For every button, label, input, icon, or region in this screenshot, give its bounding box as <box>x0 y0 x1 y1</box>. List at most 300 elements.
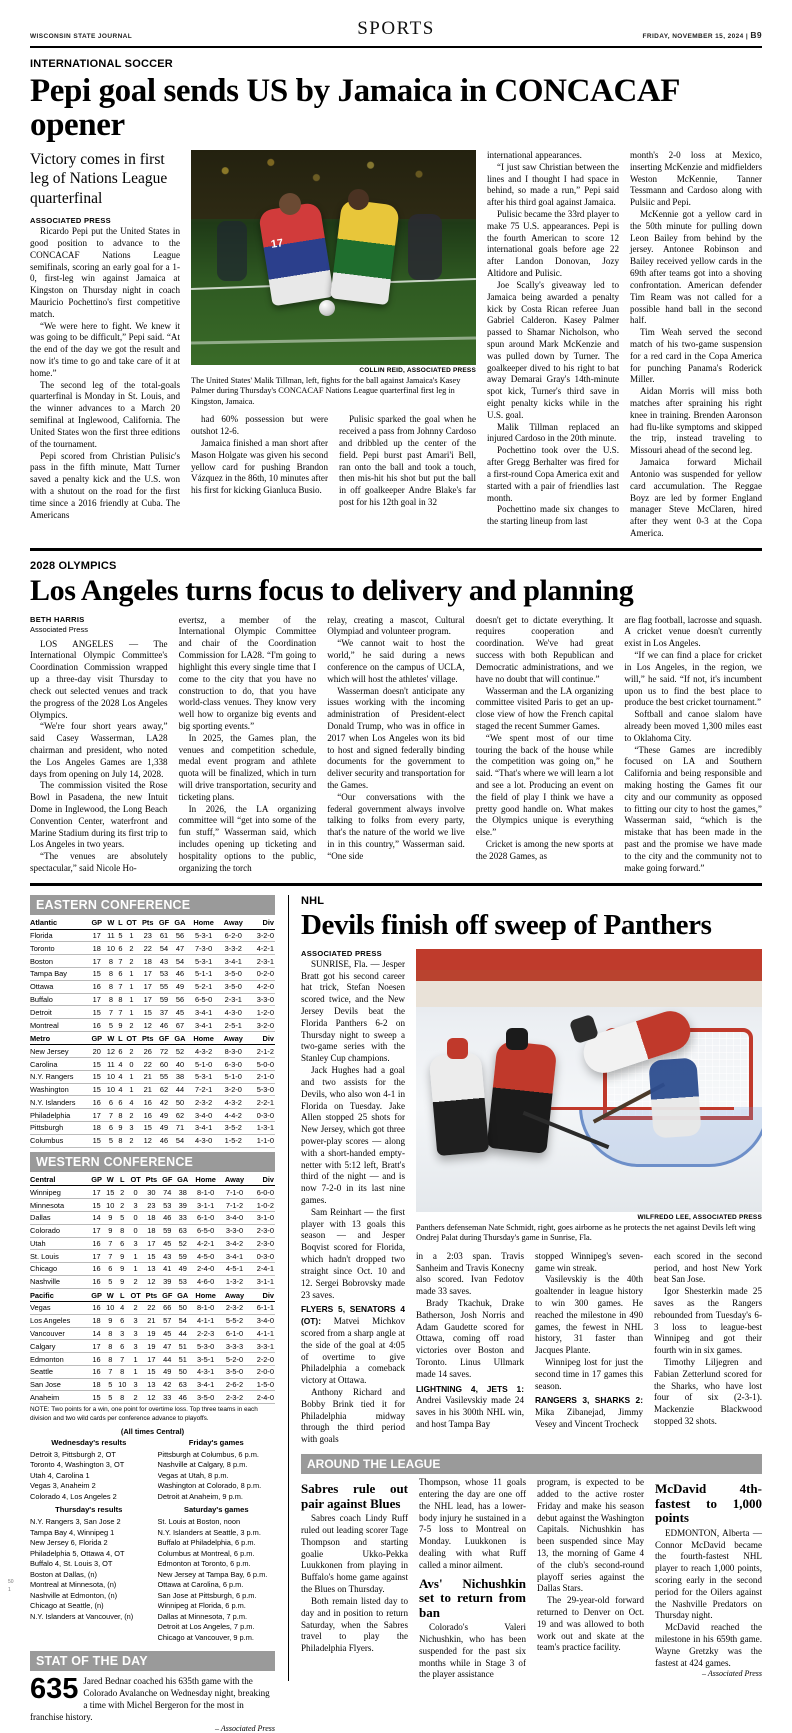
col-home: Home <box>188 1031 219 1044</box>
schedule-game: Nashville at Edmonton, (n) <box>30 1590 118 1600</box>
cell-div: 3-2-0 <box>248 929 275 942</box>
cell-l: 7 <box>118 1007 123 1017</box>
nhl-kicker: NHL <box>301 894 325 907</box>
paragraph: The 29-year-old forward returned to Denver on Oct. 19 and was allowed to both work out and skate at the team's practice facility. <box>537 1595 644 1653</box>
standings-note: NOTE: Two points for a win, one point for overtime loss. Top three teams in each division and two wild cards per conference advance to playoffs. <box>30 1406 258 1422</box>
cell-ga: 63 <box>175 1224 191 1237</box>
paragraph: The commission visited the Rose Bowl in Pasadena, the new Intuit Dome in Inglewood, the Long Beach Convention Center, waterfront and Marine Stadium during its first trip to Los Angeles in two years. <box>30 780 168 850</box>
table-row[interactable] <box>30 1096 275 1109</box>
cell-div: 2-3-1 <box>248 955 275 968</box>
cell-gp: 16 <box>89 1302 105 1315</box>
cell-gf: 49 <box>156 1109 171 1122</box>
lightning-jets-runin: LIGHTNING 4, JETS 1: <box>416 1383 524 1394</box>
paragraph: doesn't get to dictate everything. It requires cooperation and coordination. We've had great success with both Republican and Democratic administrations, and we have no doubt that will continue.” <box>475 614 614 684</box>
cell-w: 11 <box>105 1058 117 1071</box>
table-row[interactable] <box>30 942 275 955</box>
table-row[interactable] <box>30 1353 275 1366</box>
schedule-game: Columbus at Montreal, 6 p.m. <box>157 1548 255 1558</box>
team-name: Anaheim <box>30 1391 89 1404</box>
cell-pts: 12 <box>143 1275 160 1288</box>
paragraph: “We're four short years away,” said Casey Wasserman, LA28 chairman and president, who noted the Los Angeles Games are 1,338 days from opening on July 14, 2028. <box>30 721 168 779</box>
cell-pts: 17 <box>139 980 156 993</box>
cell-ga: 54 <box>172 1134 189 1147</box>
cell-l: 8 <box>116 1391 128 1404</box>
cell-gf: 37 <box>156 1006 171 1019</box>
table-head-atlantic <box>30 917 275 929</box>
cell-away: 2-3-2 <box>221 1302 249 1315</box>
cell-ga: 63 <box>175 1378 191 1391</box>
cell-pts: 22 <box>143 1302 160 1315</box>
cell-pts: 15 <box>139 1006 156 1019</box>
cell-ot: 1 <box>124 993 139 1006</box>
table-header-row <box>30 917 275 929</box>
table-row[interactable] <box>30 1019 275 1032</box>
cell-ot: 3 <box>128 1340 143 1353</box>
paragraph: had 60% possession but were outshot 12-6. <box>191 414 328 437</box>
cell-l: 6 <box>118 1097 123 1107</box>
cell-l: 6 <box>116 1340 128 1353</box>
cell-gp: 15 <box>89 1083 105 1096</box>
masthead-separator: | <box>745 33 749 40</box>
cell-div: 3-1-1 <box>248 1275 275 1288</box>
team-name: Dallas <box>30 1211 89 1224</box>
cell-gf: 54 <box>156 942 171 955</box>
paragraph: EDMONTON, Alberta — Connor McDavid became the fourth-fastest NHL player to reach 1,000 points, scoring early in the second period for the Oilers against the Nashville Predators on Thursday night. <box>655 1527 762 1621</box>
cell-div: 5-0-0 <box>248 1058 275 1071</box>
cell-ga: 50 <box>175 1365 191 1378</box>
table-row[interactable] <box>30 1263 275 1276</box>
rangers-sharks-runin: RANGERS 3, SHARKS 2: <box>535 1395 643 1406</box>
cell-div: 3-3-0 <box>248 993 275 1006</box>
team-name: Minnesota <box>30 1199 89 1212</box>
stat-text: Jared Bednar coached his 635th game with the Colorado Avalanche on Wednesday night, breaking a time with Michel Bergeron for the most in franchise history. <box>30 1676 270 1722</box>
cell-pts: 26 <box>139 1045 156 1058</box>
table-row[interactable] <box>30 1275 275 1288</box>
atl-col1 <box>301 1477 408 1681</box>
col-pts: Pts <box>143 1174 160 1186</box>
atl-subhead-sabres: Sabres rule out pair against Blues <box>301 1481 408 1511</box>
table-row[interactable] <box>30 1070 275 1083</box>
cell-w: 9 <box>104 1211 116 1224</box>
table-row[interactable] <box>30 1237 275 1250</box>
paragraph: Cricket is among the new sports at the 2028 Games, as <box>475 839 614 861</box>
cell-gf: 55 <box>156 980 171 993</box>
cell-w: 8 <box>105 955 117 968</box>
folio-line-1: 50 <box>8 1579 14 1585</box>
cell-pts: 19 <box>143 1340 160 1353</box>
cell-pts: 16 <box>139 1096 156 1109</box>
team-name: Seattle <box>30 1365 89 1378</box>
cell-gf: 44 <box>160 1353 175 1366</box>
schedule-game: Edmonton at Toronto, 6 p.m. <box>157 1559 251 1569</box>
standings-column <box>30 895 275 1733</box>
col-gf: GF <box>156 917 171 929</box>
paragraph <box>535 1395 643 1430</box>
cell-gp: 17 <box>89 955 105 968</box>
cell-away: 1-3-2 <box>221 1275 249 1288</box>
cell-pts: 22 <box>139 942 156 955</box>
col-w: W <box>104 1174 116 1186</box>
paragraph: McKennie got a yellow card in the 50th minute for pulling down Leon Bailey from behind by the jersey. Antonee Robinson and Bailey received yellow cards in the 69th after teams got into a shoving confrontation. American defender Tim Ream was not called for a possible hand ball in the second half. <box>630 209 762 326</box>
table-row[interactable] <box>30 1083 275 1096</box>
col-pts: Pts <box>139 1031 156 1044</box>
cell-ga: 71 <box>172 1122 189 1135</box>
cell-home: 4-3-1 <box>191 1365 221 1378</box>
cell-div: 6-1-1 <box>248 1302 275 1315</box>
cell-away: 3-5-0 <box>219 980 248 993</box>
olympics-col1 <box>30 639 168 875</box>
cell-ga: 39 <box>175 1199 191 1212</box>
paragraph: Sabres coach Lindy Ruff ruled out leading scorer Tage Thompson and starting goalie Ukko-Pekka Luukkonen from playing in Buffalo's home game against the Blues on Thursday. <box>301 1513 408 1595</box>
cell-ot: 1 <box>128 1263 143 1276</box>
cell-div: 0-3-0 <box>248 1109 275 1122</box>
cell-l: 8 <box>116 1224 128 1237</box>
table-row[interactable] <box>30 1365 275 1378</box>
cell-pts: 17 <box>139 968 156 981</box>
cell-w: 8 <box>104 1353 116 1366</box>
atl-columns <box>301 1477 762 1681</box>
table-row[interactable] <box>30 1302 275 1315</box>
cell-away: 3-3-2 <box>219 942 248 955</box>
olympics-byline: BETH HARRIS <box>30 614 85 624</box>
cell-l: 4 <box>116 1302 128 1315</box>
table-row[interactable] <box>30 1134 275 1147</box>
cell-home: 3-4-1 <box>188 1006 219 1019</box>
cell-ga: 67 <box>172 1019 189 1032</box>
team-name: Detroit <box>30 1006 89 1019</box>
cell-gp: 15 <box>89 1199 105 1212</box>
cell-ga: 51 <box>175 1340 191 1353</box>
cell-div: 2-0-0 <box>248 1365 275 1378</box>
cell-pts: 18 <box>143 1224 160 1237</box>
cell-l: 5 <box>118 931 123 941</box>
cell-gf: 45 <box>160 1327 175 1340</box>
cell-gf: 41 <box>160 1263 175 1276</box>
schedule-game: Toronto 4, Washington 3, OT <box>30 1460 125 1470</box>
paragraph: Ricardo Pepi put the United States in good position to advance to the CONCACAF Nations League semifinals, scoring an early goal for a 1-0, first-leg win against Jamaica at Kingston on Thursday night in coach Mauricio Pochettino's first competitive match. <box>30 226 180 319</box>
cell-home: 3-5-0 <box>191 1391 221 1404</box>
cell-gf: 61 <box>156 929 171 942</box>
page-number: B9 <box>750 30 762 40</box>
schedule-game: N.Y. Islanders at Seattle, 3 p.m. <box>157 1527 261 1537</box>
paragraph: evertsz, a member of the International Olympic Committee and chair of the Coordination Commission for LA28. “I'm going to highlight this every single time that I come to the city that you have no construction to do, that you have world-class venues. They know very well how to organize big events and big sporting events.” <box>178 614 317 731</box>
cell-away: 1-5-2 <box>219 1134 248 1147</box>
cell-ga: 49 <box>172 980 189 993</box>
cell-away: 3-5-2 <box>219 1122 248 1135</box>
cell-gp: 17 <box>89 1340 105 1353</box>
atl-col3 <box>537 1477 644 1681</box>
cell-ot: 1 <box>128 1250 143 1263</box>
soccer-deck: Victory comes in first leg of Nations League quarterfinal <box>30 150 168 207</box>
cell-gp: 17 <box>89 929 105 942</box>
schedule-game: Chicago at Vancouver, 9 p.m. <box>157 1632 254 1642</box>
paragraph: each scored in the second period, and host New York beat San Jose. <box>654 1250 762 1285</box>
cell-gp: 20 <box>89 1045 105 1058</box>
paragraph: McDavid reached the milestone in his 659th game. Wayne Gretzky was the fastest at 424 games. <box>655 1622 762 1668</box>
cell-w: 7 <box>104 1365 116 1378</box>
cell-ga: 59 <box>175 1250 191 1263</box>
cell-ot: 0 <box>124 1058 139 1071</box>
paragraph: international appearances. <box>487 149 582 160</box>
cell-ga: 56 <box>172 929 189 942</box>
cell-ot: 0 <box>128 1211 143 1224</box>
table-row[interactable] <box>30 980 275 993</box>
cell-ga: 52 <box>175 1237 191 1250</box>
cell-ga: 47 <box>172 942 189 955</box>
cell-div: 2-2-0 <box>248 1353 275 1366</box>
schedule-game: Vegas at Utah, 8 p.m. <box>157 1470 229 1480</box>
team-name: Buffalo <box>30 993 89 1006</box>
cell-home: 3-4-1 <box>188 1019 219 1032</box>
team-name: Columbus <box>30 1134 89 1147</box>
cell-ot: 1 <box>124 1083 139 1096</box>
around-the-league-bar: AROUND THE LEAGUE <box>301 1454 762 1474</box>
paragraph: Vasilevskiy is the 40th goaltender in league history to win 300 games. He reached the milestone in 490 games, the fewest in NHL history, 31 faster than Jacques Plante. <box>535 1274 643 1356</box>
schedule-game: Detroit at Los Angeles, 7 p.m. <box>157 1622 255 1632</box>
soccer-col5 <box>630 150 762 540</box>
table-row[interactable] <box>30 1314 275 1327</box>
cell-ga: 62 <box>172 1109 189 1122</box>
schedule-game: San Jose at Pittsburgh, 6 p.m. <box>157 1590 257 1600</box>
cell-w: 9 <box>104 1224 116 1237</box>
team-name: Vegas <box>30 1302 89 1315</box>
cell-away: 3-5-0 <box>219 968 248 981</box>
table-row[interactable] <box>30 1378 275 1391</box>
cell-home: 5-3-1 <box>188 955 219 968</box>
schedule-game: Detroit 3, Pittsburgh 2, OT <box>30 1449 116 1459</box>
table-header-row <box>30 1174 275 1186</box>
table-row[interactable] <box>30 955 275 968</box>
table-row[interactable] <box>30 968 275 981</box>
cell-ga: 54 <box>175 1314 191 1327</box>
cell-div: 2-3-0 <box>248 1237 275 1250</box>
team-name: Los Angeles <box>30 1314 89 1327</box>
paragraph-text: Matvei Michkov scored from a sharp angle at the side of the goal at 4:05 of overtime to give Philadelphia a comeback victory at Ottawa. <box>301 1316 405 1386</box>
cell-w: 6 <box>105 1122 117 1135</box>
cell-gp: 14 <box>89 1211 105 1224</box>
table-row[interactable] <box>30 1122 275 1135</box>
cell-w: 8 <box>104 1327 116 1340</box>
division-name-central: Central <box>30 1174 89 1186</box>
col-div: Div <box>248 1288 275 1301</box>
col-w: W <box>105 1031 117 1044</box>
cell-ga: 44 <box>175 1327 191 1340</box>
col-l: L <box>116 1174 128 1186</box>
col-ot: OT <box>128 1288 143 1301</box>
western-conference-bar: WESTERN CONFERENCE <box>30 1152 275 1172</box>
around-the-league <box>301 1454 762 1681</box>
cell-away: 3-4-1 <box>219 955 248 968</box>
cell-gf: 47 <box>160 1340 175 1353</box>
cell-ga: 44 <box>172 1083 189 1096</box>
cell-div: 0-3-0 <box>248 1250 275 1263</box>
cell-l: 6 <box>118 969 123 979</box>
table-row[interactable] <box>30 929 275 942</box>
table-row[interactable] <box>30 1006 275 1019</box>
division-header-row <box>30 1031 275 1044</box>
table-row[interactable] <box>30 1058 275 1071</box>
schedule-game: N.Y. Rangers 3, San Jose 2 <box>30 1517 121 1527</box>
table-row[interactable] <box>30 1224 275 1237</box>
western-standings-table <box>30 1174 275 1405</box>
nhl-photo <box>416 949 762 1212</box>
paragraph: “Our conversations with the federal government always involve talking to folks from every party, that's the nature of the world we live in in this country,” Wasserman said. “One side <box>327 791 465 861</box>
cell-gp: 15 <box>89 1070 105 1083</box>
cell-gf: 57 <box>160 1314 175 1327</box>
paragraph: The second leg of the total-goals quarterfinal is Monday in St. Louis, and the winner advances to a March 20 semifinal at Inglewood, California. The United States won the first three editions of the tournament. <box>30 379 180 449</box>
col-ga: GA <box>172 1031 189 1044</box>
col-gf: GF <box>156 1031 171 1044</box>
schedule-games <box>30 1517 148 1622</box>
paragraph: “These Games are incredibly focused on LA and Southern California and being responsible and making hosting the Games fit our city and our community as opposed to fitting our city to host the games,” Wasserman said, “which is the mistake that has been made in the past and the promise we have made to the city and the community not to make going forward.” <box>624 744 762 873</box>
nhl-col2 <box>416 1251 524 1431</box>
stat-of-day-block <box>30 1676 275 1732</box>
table-row[interactable] <box>30 1109 275 1122</box>
cell-ot: 2 <box>124 1109 139 1122</box>
team-name: Pittsburgh <box>30 1122 89 1135</box>
cell-ga: 40 <box>172 1058 189 1071</box>
cell-home: 4-1-1 <box>191 1314 221 1327</box>
paragraph: Jack Hughes had a goal and two assists for the Devils, who also won 4-1 in Florida on Tuesday. Jake Allen stopped 25 shots for New Jersey, which got three power-play scores — along with a short-handed empty-netter with 5:12 left, Bratt's third of the night — and is now 7-2-0 in its last nine games. <box>301 1065 405 1206</box>
cell-home: 6-1-0 <box>191 1211 221 1224</box>
col-home: Home <box>191 1174 221 1186</box>
cell-gf: 46 <box>156 1019 171 1032</box>
cell-gp: 15 <box>89 1391 105 1404</box>
cell-ot: 2 <box>128 1302 143 1315</box>
cell-home: 2-3-2 <box>188 1096 219 1109</box>
cell-away: 3-3-3 <box>221 1340 249 1353</box>
nhl-column <box>288 895 762 1681</box>
flyers-senators-runin: FLYERS 5, SENATORS 4 (OT): <box>301 1304 405 1327</box>
cell-ot: 3 <box>128 1237 143 1250</box>
col-away: Away <box>219 1031 248 1044</box>
paragraph: Anthony Richard and Bobby Brink tied it for Philadelphia midway through the third period with goals <box>301 1387 405 1445</box>
schedule-game: Utah 4, Carolina 1 <box>30 1470 90 1480</box>
cell-l: 8 <box>118 995 123 1004</box>
cell-gf: 59 <box>160 1224 175 1237</box>
table-row[interactable] <box>30 1045 275 1058</box>
team-name: Winnipeg <box>30 1186 89 1199</box>
cell-gp: 15 <box>89 968 105 981</box>
schedule-game: Pittsburgh at Columbus, 6 p.m. <box>157 1449 259 1459</box>
table-row[interactable] <box>30 1211 275 1224</box>
paragraph: Jamaica finished a man short after Mason Holgate was given his second yellow card for pushing Brandon Vázquez in the 86th, 10 minutes after his first for kicking Gianluca Busio. <box>191 437 328 496</box>
team-name: Ottawa <box>30 980 89 993</box>
division-header-row <box>30 1288 275 1301</box>
cell-away: 2-6-2 <box>221 1378 249 1391</box>
cell-home: 5-2-1 <box>188 980 219 993</box>
cell-w: 8 <box>104 1340 116 1353</box>
soccer-col4 <box>487 150 619 528</box>
cell-div: 2-3-0 <box>248 1224 275 1237</box>
schedule-title: Wednesday's results <box>51 1437 127 1447</box>
col-ot: OT <box>124 1031 139 1044</box>
table-row[interactable] <box>30 1199 275 1212</box>
cell-div: 3-2-0 <box>248 1019 275 1032</box>
paragraph: Pochettino took over the U.S. after Gregg Berhalter was fired for a first-round Copa America exit and started with a pair of friendlies last month. <box>487 445 619 503</box>
cell-gf: 43 <box>156 955 171 968</box>
cell-gp: 16 <box>89 1353 105 1366</box>
schedule-game: N.Y. Islanders at Vancouver, (n) <box>30 1611 134 1621</box>
cell-gf: 55 <box>156 1070 171 1083</box>
cell-div: 1-0-2 <box>248 1199 275 1212</box>
table-row[interactable] <box>30 1186 275 1199</box>
schedule-game: New Jersey 6, Florida 2 <box>30 1538 108 1548</box>
cell-ga: 45 <box>172 1006 189 1019</box>
soccer-caption: The United States' Malik Tillman, left, fights for the ball against Jamaica's Kasey Palmer during Thursday's CONCACAF Nations League quarterfinal first leg in Kingston, Jamaica. <box>191 375 461 406</box>
olympics-headline: Los Angeles turns focus to delivery and planning <box>30 573 634 607</box>
paragraph: Colorado's Valeri Nichushkin, who has been suspended for the past six months while in Stage 3 of the player assistance <box>419 1622 526 1680</box>
col-away: Away <box>221 1174 249 1186</box>
cell-div: 1-2-0 <box>248 1006 275 1019</box>
cell-home: 4-3-0 <box>188 1134 219 1147</box>
cell-div: 2-4-1 <box>248 1263 275 1276</box>
cell-away: 3-2-0 <box>219 1083 248 1096</box>
cell-ot: 1 <box>124 980 139 993</box>
cell-w: 10 <box>105 942 117 955</box>
section-title: SPORTS <box>357 18 435 39</box>
col-gf: GF <box>160 1288 175 1301</box>
atl-credit: – Associated Press <box>702 1669 762 1679</box>
cell-l: 9 <box>116 1250 128 1263</box>
paragraph: stopped Winnipeg's seven-game win streak. <box>535 1250 643 1273</box>
schedule-game: Chicago at Seattle, (n) <box>30 1601 104 1611</box>
paragraph-text: Mika Zibanejad, Jimmy Vesey and Vincent Trocheck <box>535 1407 643 1430</box>
table-row[interactable] <box>30 993 275 1006</box>
nhl-col1 <box>301 959 405 1446</box>
cell-div: 5-3-0 <box>248 1083 275 1096</box>
cell-ot: 1 <box>124 968 139 981</box>
cell-gp: 17 <box>89 1250 105 1263</box>
col-pts: Pts <box>143 1288 160 1301</box>
cell-pts: 21 <box>143 1314 160 1327</box>
team-name: N.Y. Rangers <box>30 1070 89 1083</box>
paragraph-text: Andrei Vasilevskiy made 24 saves in his 300th NHL win, and host Tampa Bay <box>416 1395 524 1430</box>
schedule-game: Tampa Bay 4, Winnipeg 1 <box>30 1527 115 1537</box>
col-w: W <box>105 917 117 929</box>
table-row[interactable] <box>30 1250 275 1263</box>
cell-div: 6-0-0 <box>248 1186 275 1199</box>
cell-home: 3-4-0 <box>188 1109 219 1122</box>
cell-away: 5-1-0 <box>219 1070 248 1083</box>
stat-credit: – Associated Press <box>215 1723 275 1733</box>
cell-home: 2-2-3 <box>191 1327 221 1340</box>
cell-gf: 53 <box>160 1199 175 1212</box>
team-name: N.Y. Islanders <box>30 1096 89 1109</box>
paragraph: Softball and canoe slalom have already been moved 1,300 miles east to Oklahoma City. <box>624 709 762 743</box>
cell-w: 5 <box>104 1378 116 1391</box>
cell-pts: 18 <box>143 1211 160 1224</box>
team-name: San Jose <box>30 1378 89 1391</box>
cell-home: 8-1-0 <box>191 1186 221 1199</box>
soccer-article <box>30 58 762 540</box>
soccer-col1 <box>30 226 180 521</box>
western-body <box>30 1186 275 1404</box>
soccer-col2 <box>191 414 328 509</box>
cell-l: 4 <box>118 1085 123 1095</box>
col-gp: GP <box>89 1174 105 1186</box>
table-row[interactable] <box>30 1340 275 1353</box>
cell-ot: 2 <box>124 1134 139 1147</box>
cell-home: 3-4-1 <box>191 1378 221 1391</box>
table-row[interactable] <box>30 1391 275 1404</box>
cell-l: 6 <box>118 1046 123 1056</box>
team-name: Florida <box>30 929 89 942</box>
cell-ot: 1 <box>124 1006 139 1019</box>
cell-w: 9 <box>104 1314 116 1327</box>
soccer-photo: 17 <box>191 150 476 365</box>
table-row[interactable] <box>30 1327 275 1340</box>
